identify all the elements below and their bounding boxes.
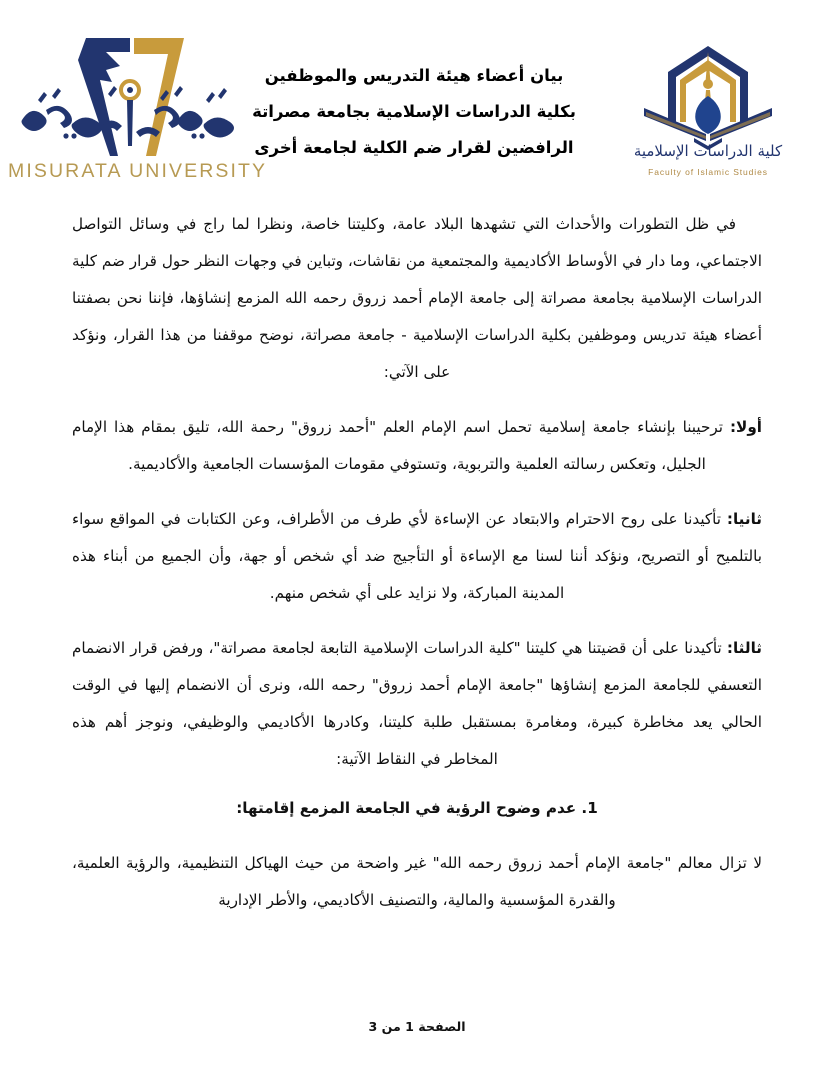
item-lead-third: ثالثا: bbox=[726, 639, 762, 657]
document-header bbox=[0, 0, 834, 200]
page-title-line-2: بكلية الدراسات الإسلامية بجامعة مصراتة bbox=[252, 102, 576, 121]
item-paragraph-second bbox=[72, 501, 762, 612]
item-paragraph-third bbox=[72, 630, 762, 778]
closing-paragraph: لا تزال معالم "جامعة الإمام أحمد زروق رحمه الله" غير واضحة من حيث الهياكل التنظيمية، والرؤية العلمية، والقدرة المؤسسية والمالية، والتصنيف الأكاديمي، والأطر الإدارية bbox=[72, 854, 762, 909]
faculty-of-islamic-studies-logo bbox=[618, 42, 798, 192]
page-number-label: الصفحة 1 من 3 bbox=[368, 1019, 466, 1034]
page-title-line-1: بيان أعضاء هيئة التدريس والموظفين bbox=[264, 66, 564, 85]
numbered-point-1: 1. عدم وضوح الرؤية في الجامعة المزمع إقامتها: bbox=[236, 799, 598, 817]
faculty-logo-english-name: Faculty of Islamic Studies bbox=[648, 167, 768, 177]
faculty-logo-arabic-name: كلية الدراسات الإسلامية bbox=[633, 142, 783, 160]
item-paragraph-first bbox=[72, 409, 762, 483]
intro-paragraph: في ظل التطورات والأحداث التي تشهدها البلاد عامة، وكليتنا خاصة، ونظرا لما راج في وسائل التواصل الاجتماعي، وما دار في الأوساط الأكاديمية والمجتمعية من نقاشات، وتباين في وجهات النظر حول قرار ضم كلية الدراسات الإسلامية بجامعة مصراتة إلى جامعة الإمام أحمد زروق رحمه الله المزمع إنشاؤها، فإننا نحن بصفتنا أعضاء هيئة تدريس وموظفين بكلية الدراسات الإسلامية - جامعة مصراتة، نوضح موقفنا من هذا القرار، ونؤكد على الآتي: bbox=[72, 215, 762, 381]
item-text-second: تأكيدنا على روح الاحترام والابتعاد عن الإساءة لأي طرف من الأطراف، وعن الكتابات في المواقع سواء بالتلميح أو التصريح، ونؤكد أننا لسنا مع الإساءة أو التأجيج ضد أي شخص أو جهة، وأن الجميع من أبناء هذه المدينة المباركة، ولا نزايد على أي شخص منهم. bbox=[72, 510, 762, 602]
document-body bbox=[72, 206, 762, 937]
item-text-first: ترحيبنا بإنشاء جامعة إسلامية تحمل اسم الإمام العلم "أحمد زروق" رحمة الله، تليق بمقام هذا الإمام الجليل، وتعكس رسالته العلمية والتربوية، وتستوفي مقومات المؤسسات الجامعية والأكاديمية. bbox=[72, 418, 730, 473]
faculty-of-islamic-studies-logo-mark bbox=[636, 42, 780, 150]
misurata-university-wordmark: MISURATA UNIVERSITY bbox=[8, 160, 268, 182]
page-title bbox=[232, 58, 596, 166]
misurata-university-logo-mark bbox=[8, 24, 240, 162]
page-footer bbox=[0, 1019, 834, 1034]
page-title-line-3: الرافضين لقرار ضم الكلية لجامعة أخرى bbox=[254, 138, 574, 157]
misurata-university-logo bbox=[8, 24, 268, 192]
item-text-third: تأكيدنا على أن قضيتنا هي كليتنا "كلية الدراسات الإسلامية التابعة لجامعة مصراتة"، ورفض قرار الانضمام التعسفي للجامعة المزمع إنشاؤها "جامعة الإمام أحمد زروق" رحمه الله، ونرى أن الانضمام إليها في الوقت الحالي يعد مخاطرة كبيرة، ومغامرة بمستقبل طلبة كليتنا، وكادرها الأكاديمي والوظيفي، ونوجز أهم هذه المخاطر في النقاط الآتية: bbox=[72, 639, 762, 768]
item-lead-first: أولا: bbox=[729, 418, 762, 436]
item-lead-second: ثانيا: bbox=[726, 510, 762, 528]
